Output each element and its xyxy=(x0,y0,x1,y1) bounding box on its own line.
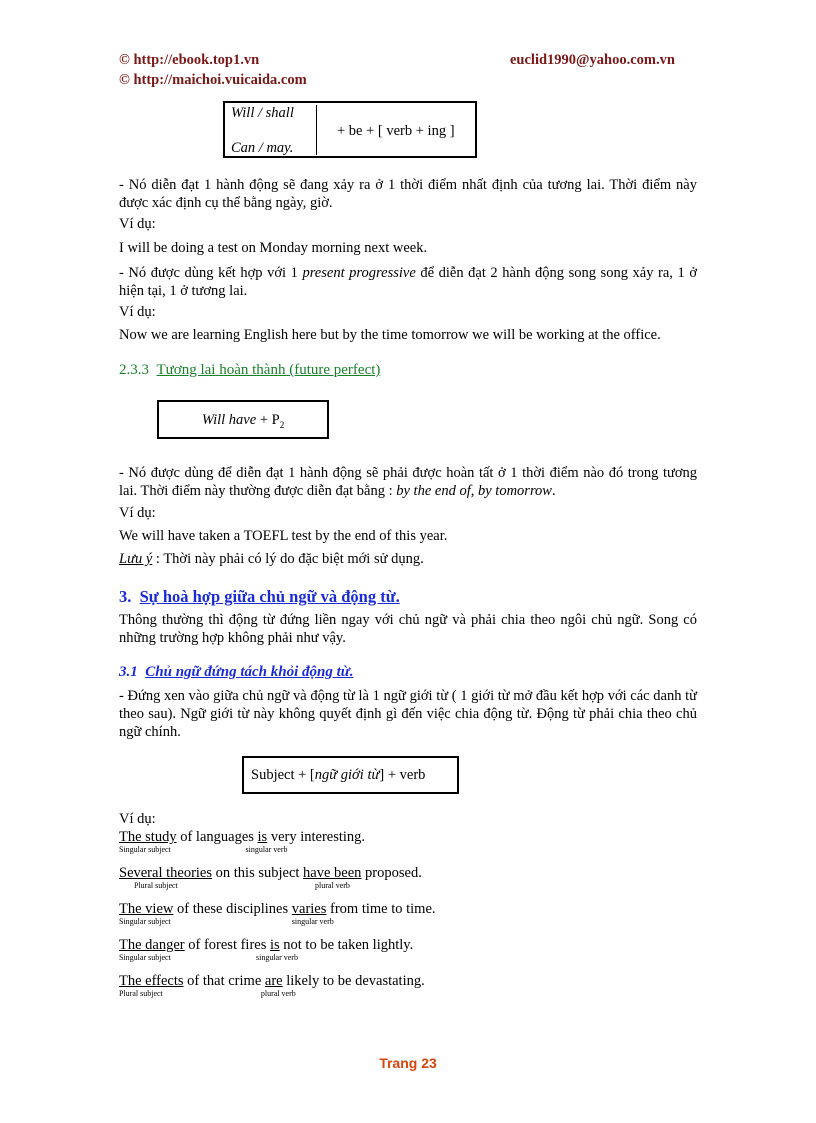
example-row: The danger Singular subject of forest fires is singular verb not to be taken lightly. xyxy=(119,937,414,962)
paragraph-prepositional-phrase: - Đứng xen vào giữa chủ ngữ và động từ là 1 ngữ giới từ ( 1 giới từ mở đầu kết hợp với các danh từ theo sau). Ngữ giới từ này không quyết định gì đến việc chia động từ. Động từ phải chia theo chủ ngữ chính. xyxy=(119,688,697,740)
example-row: The view Singular subject of these disciplines varies singular verb from time to time. xyxy=(119,901,436,926)
section-heading-subject-separated: 3.1 Chủ ngữ đứng tách khỏi động từ. xyxy=(119,664,354,680)
formula-box-subject-verb: Subject + [ngữ giới từ] + verb xyxy=(242,756,459,794)
example-row: The effects Plural subject of that crime are plural verb likely to be devastating. xyxy=(119,973,425,998)
example-label: Ví dụ: xyxy=(119,304,156,320)
example-subject: Several theories Plural subject xyxy=(119,865,213,890)
paragraph-agreement-intro: Thông thường thì động từ đứng liền ngay với chủ ngữ và phải chia theo ngôi chủ ngữ. Song có những trường hợp không phải như vậy. xyxy=(119,612,697,646)
email-link[interactable]: euclid1990@yahoo.com.vn xyxy=(510,52,675,68)
example-subject: The study Singular subject xyxy=(119,829,177,854)
example-verb: have been plural verb xyxy=(303,865,362,890)
example-verb: varies singular verb xyxy=(291,901,334,926)
formula-box-future-progressive xyxy=(223,101,477,158)
example-row: Several theories Plural subject on this subject have been plural verb proposed. xyxy=(119,865,422,890)
section-heading-subject-verb-agreement: 3. Sự hoà hợp giữa chủ ngữ và động từ. xyxy=(119,587,400,606)
formula-be-verb-ing: + be + [ verb + ing ] xyxy=(337,123,455,139)
formula-divider xyxy=(316,105,317,155)
example-verb: are plural verb xyxy=(260,973,296,998)
example-sentence: Now we are learning English here but by the time tomorrow we will be working at the office. xyxy=(119,327,661,343)
example-subject: The view Singular subject xyxy=(119,901,174,926)
note: Lưu ý : Thời này phải có lý do đặc biệt mới sử dụng. xyxy=(119,551,424,567)
example-verb: is singular verb xyxy=(255,937,298,962)
page-number: Trang 23 xyxy=(379,1055,437,1071)
example-verb: is singular verb xyxy=(245,829,288,854)
example-subject: The effects Plural subject xyxy=(119,973,184,998)
section-heading-future-perfect: 2.3.3 Tương lai hoàn thành (future perfect) xyxy=(119,362,381,378)
maichoi-link[interactable]: © http://maichoi.vuicaida.com xyxy=(119,72,307,88)
formula-box-future-perfect: Will have + $P_2$ xyxy=(157,400,329,439)
paragraph-present-progressive: - Nó được dùng kết hợp với 1 present progressive để diễn đạt 2 hành động song song xảy ra, 1 ở hiện tại, 1 ở tương lai. xyxy=(119,265,697,299)
example-label: Ví dụ: xyxy=(119,811,156,827)
example-sentence: We will have taken a TOEFL test by the end of this year. xyxy=(119,528,448,544)
example-subject: The danger Singular subject xyxy=(119,937,185,962)
paragraph-definition: - Nó diễn đạt 1 hành động sẽ đang xảy ra ở 1 thời điểm nhất định của tương lai. Thời điểm này được xác định cụ thể bằng ngày, giờ. xyxy=(119,177,697,211)
example-label: Ví dụ: xyxy=(119,505,156,521)
example-label: Ví dụ: xyxy=(119,216,156,232)
paragraph-future-perfect: - Nó được dùng để diễn đạt 1 hành động sẽ phải được hoàn tất ở 1 thời điểm nào đó trong tương lai. Thời điểm này thường được diễn đạt bằng : by the end of, by tomorrow. xyxy=(119,465,697,499)
example-row: The study Singular subject of languages is singular verb very interesting. xyxy=(119,829,366,854)
formula-can-may: Can / may. xyxy=(231,140,294,156)
ebook-link[interactable]: © http://ebook.top1.vn xyxy=(119,52,260,68)
formula-will-shall: Will / shall xyxy=(231,105,294,121)
example-sentence: I will be doing a test on Monday morning next week. xyxy=(119,240,428,256)
